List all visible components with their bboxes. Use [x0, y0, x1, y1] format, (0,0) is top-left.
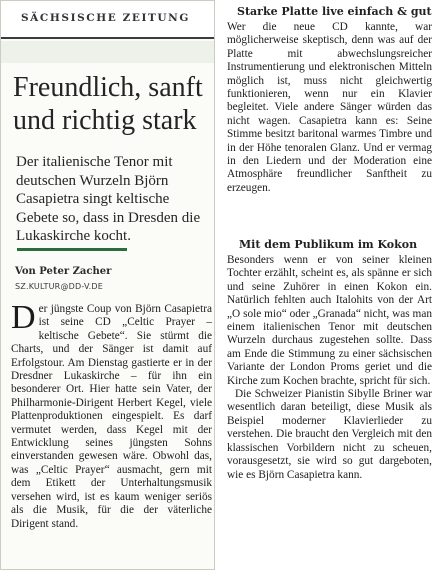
masthead-title: SÄCHSISCHE ZEITUNG: [21, 12, 190, 24]
header-band: [1, 41, 214, 63]
dek: Der italienische Tenor mit deutschen Wurzeln Björn Casapietra singt keltische Gebete so, dass in Dresden die Lukaskirche kocht.: [16, 154, 201, 244]
subhead-2: Mit dem Publikum im Kokon: [239, 238, 418, 251]
green-rule: [17, 248, 127, 251]
headline: [13, 71, 211, 137]
masthead: [1, 1, 214, 39]
headline-line-2: und richtig stark: [13, 105, 197, 136]
right-paragraph-1: Wer die neue CD kannte, war möglicherweise skeptisch, denn was auf der Platte mit abwechslungsreicher Instrumentierung und elektronischen Mitteln möglich ist, muss nicht gleichwertig funktionieren, wenn nur ein Klavier begleitet. Viele andere Sänger würden das nicht wagen. Casapietra kann es: Seine Stimme besitzt baritonal warmes Timbre und in der Höhe tenoralen Glanz. Und er vermag in den Liedern und der Moderation eine Atmosphäre freundlicher Sanftheit zu erzeugen.: [227, 21, 432, 194]
drop-cap: D: [11, 299, 36, 336]
author-email: SZ.KULTUR@DD-V.DE: [15, 282, 103, 291]
right-paragraph-3: Die Schweizer Pianistin Sibylle Briner war wesentlich daran beteiligt, diese Musik als Beispiel moderner Klavierlieder zu verstehen. Die braucht den Vergleich mit den klassischen Vorbildern nicht zu scheuen, vorausgesetzt, sie wird so gut dargeboten, wie es Björn Casapietra kann.: [227, 388, 432, 481]
article-body-left: [11, 299, 212, 531]
right-body-section-2: [227, 254, 432, 482]
byline: Von Peter Zacher: [15, 266, 112, 277]
body-left-text: er jüngste Coup von Björn Casapietra ist seine CD „Celtic Prayer – keltische Gebete“. Sie stürmt die Charts, und der Sänger ist damit auf Erfolgstour. Am Dienstag gastierte er in der Dresdner Lukaskirche – für ihn ein besonderer Ort. Hier hatte sein Vater, der Philharmonie-Dirigent Herbert Kegel, viele Plattenproduktionen eingespielt. Es darf vermutet werden, dass Kegel mit der Entwicklung seines jüngsten Sohns einverstanden gewesen wäre. Obwohl das, was „Celtic Prayer“ ausmacht, gern mit dem Etikett der Unterhaltungsmusik versehen wird, ist es kaum weniger seriös als die Musik, für die der väterliche Dirigent stand.: [11, 303, 212, 530]
right-body-section-1: [227, 21, 432, 195]
right-column: [215, 0, 439, 570]
headline-line-1: Freundlich, sanft: [13, 72, 203, 103]
right-paragraph-2: Besonders wenn er von seiner kleinen Tochter erzählt, scheint es, als spänne er sich und seine Zuhörer in einen Kokon ein. Natürlich fehlten auch Italohits von der Art „O sole mio“ oder „Granada“ nicht, was man einem italienischen Tenor mit deutschen Wurzeln durchaus zugestehen sollte. Dass am Ende die Stimmung zu einer sächsischen Variante der London Proms geriet und die Kirche zum Kochen brachte, spricht für sich.: [227, 254, 432, 387]
subhead-1: Starke Platte live einfach & gut: [237, 5, 432, 18]
left-column: [0, 0, 215, 570]
